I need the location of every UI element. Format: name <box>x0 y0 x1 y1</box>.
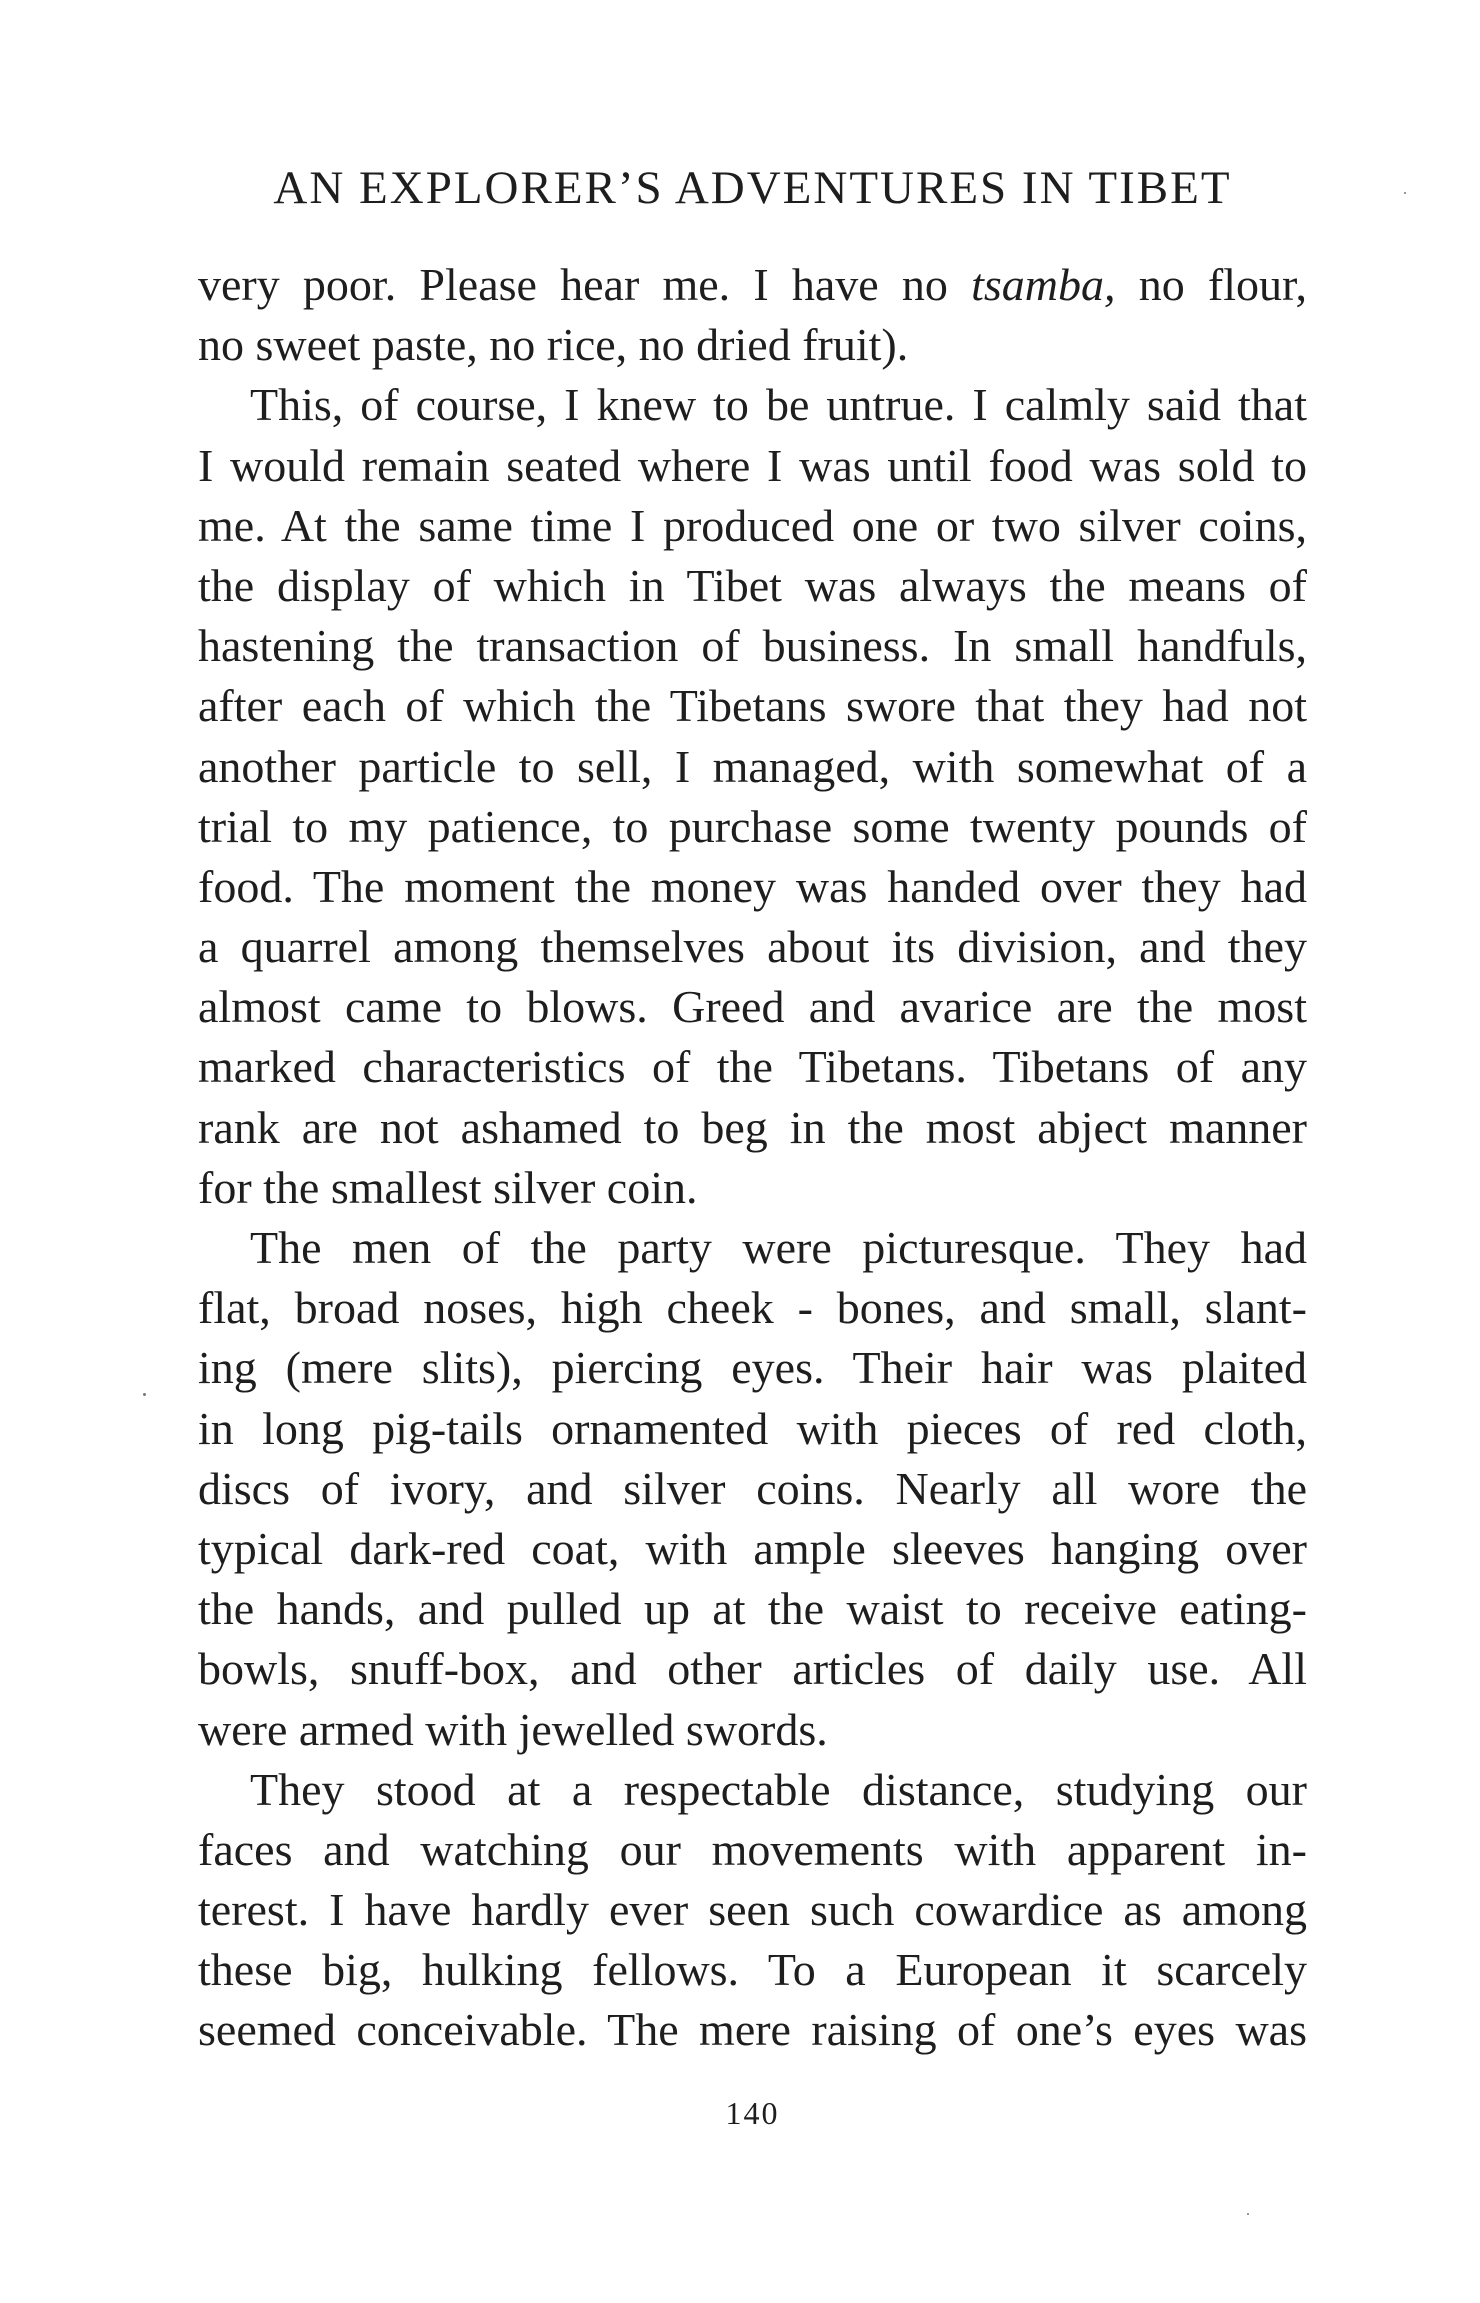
text-segment: almost came to blows. Greed and avarice are the most <box>198 981 1307 1033</box>
text-segment: after each of which the Tibetans swore that they had not <box>198 680 1307 732</box>
text-segment: these big, hulking fellows. To a European it scarcely <box>198 1944 1307 1996</box>
text-segment: me. At the same time I produced one or two silver coins, <box>198 499 1307 551</box>
text-segment: trial to my patience, to purchase some twenty pounds of <box>198 800 1307 852</box>
text-line <box>198 1158 1307 1218</box>
text-line <box>198 1820 1307 1880</box>
text-segment: in long pig-tails ornamented with pieces of red cloth, <box>198 1402 1307 1454</box>
text-line <box>198 1037 1307 1097</box>
text-line <box>198 1519 1307 1579</box>
text-segment: ing (mere slits), piercing eyes. Their hair was plaited <box>198 1342 1307 1394</box>
text-line <box>198 857 1307 917</box>
text-segment: food. The moment the money was handed over they had <box>198 860 1307 912</box>
text-line <box>198 1880 1307 1940</box>
text-segment: terest. I have hardly ever seen such cowardice as among <box>198 1884 1307 1936</box>
text-segment: flat, broad noses, high cheek - bones, and small, slant- <box>198 1282 1307 1334</box>
body-text <box>198 255 1307 2061</box>
text-segment: were armed with jewelled swords. <box>198 1703 828 1755</box>
text-line <box>198 1639 1307 1699</box>
text-line <box>198 917 1307 977</box>
text-line <box>198 496 1307 556</box>
text-line <box>198 1459 1307 1519</box>
text-segment: hastening the transaction of business. In small handfuls, <box>198 620 1307 672</box>
text-line <box>198 1940 1307 2000</box>
text-segment: I would remain seated where I was until food was sold to <box>198 439 1307 491</box>
text-segment: rank are not ashamed to beg in the most abject manner <box>198 1101 1307 1153</box>
text-line <box>198 375 1307 435</box>
text-line <box>198 315 1307 375</box>
text-line <box>198 1278 1307 1338</box>
text-line <box>198 737 1307 797</box>
text-segment: bowls, snuff-box, and other articles of daily use. All <box>198 1643 1307 1695</box>
text-line <box>198 1579 1307 1639</box>
text-segment: another particle to sell, I managed, with somewhat of a <box>198 740 1307 792</box>
text-segment: typical dark-red coat, with ample sleeves hanging over <box>198 1522 1307 1574</box>
text-line <box>198 1399 1307 1459</box>
running-head: AN EXPLORER’S ADVENTURES IN TIBET <box>273 162 1232 214</box>
text-line <box>198 1760 1307 1820</box>
italic-term: tsamba, <box>971 259 1116 310</box>
text-segment: no flour, <box>1115 259 1307 310</box>
text-segment: seemed conceivable. The mere raising of one’s eyes was <box>198 2004 1307 2056</box>
text-segment: marked characteristics of the Tibetans. Tibetans of any <box>198 1041 1307 1093</box>
text-line <box>198 616 1307 676</box>
paper-speck <box>1247 2213 1249 2215</box>
text-line <box>198 676 1307 736</box>
text-segment: The men of the party were picturesque. They had <box>250 1222 1307 1273</box>
text-line <box>198 2000 1307 2060</box>
text-segment: They stood at a respectable distance, studying our <box>250 1763 1307 1815</box>
text-line <box>198 797 1307 857</box>
text-segment: a quarrel among themselves about its division, and they <box>198 921 1307 973</box>
text-line <box>198 255 1307 315</box>
text-line <box>198 1098 1307 1158</box>
text-line <box>198 1700 1307 1760</box>
text-line <box>198 1218 1307 1278</box>
text-segment: the display of which in Tibet was always the means of <box>198 559 1307 611</box>
text-segment: for the smallest silver coin. <box>198 1161 698 1213</box>
paper-speck <box>1404 192 1406 194</box>
text-segment: the hands, and pulled up at the waist to receive eating- <box>198 1583 1307 1635</box>
text-segment: discs of ivory, and silver coins. Nearly all wore the <box>198 1462 1307 1514</box>
text-line <box>198 977 1307 1037</box>
text-line <box>198 1338 1307 1398</box>
text-segment: faces and watching our movements with apparent in- <box>198 1823 1307 1875</box>
text-segment: no sweet paste, no rice, no dried fruit). <box>198 319 909 371</box>
text-segment: very poor. Please hear me. I have no <box>198 259 972 310</box>
text-line <box>198 436 1307 496</box>
paper-speck <box>143 1393 146 1396</box>
text-segment: This, of course, I knew to be untrue. I calmly said that <box>250 379 1307 431</box>
page-number: 140 <box>725 2095 780 2131</box>
text-line <box>198 556 1307 616</box>
